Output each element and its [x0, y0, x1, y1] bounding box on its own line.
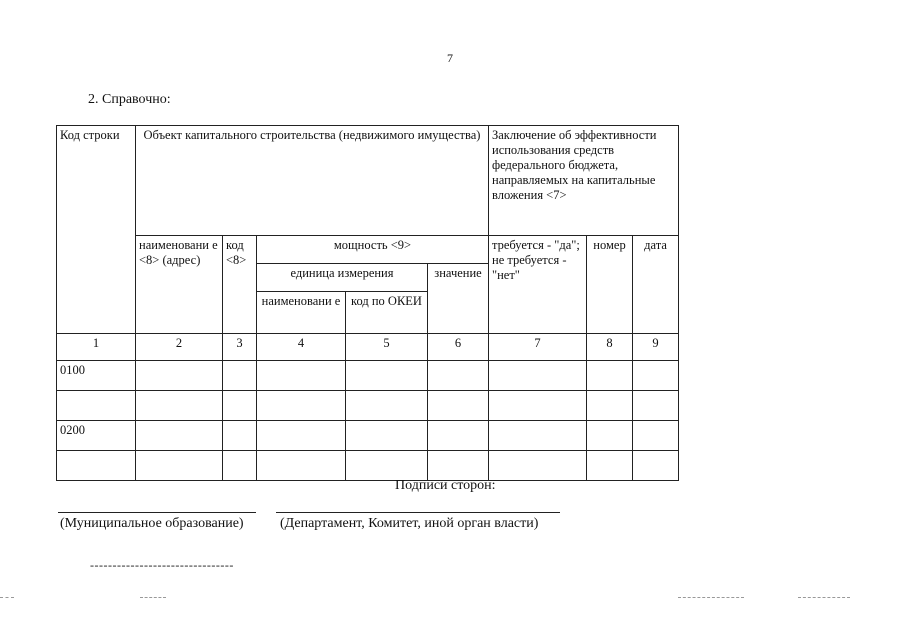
table-cell	[346, 421, 428, 451]
table-cell	[223, 421, 257, 451]
column-number: 6	[428, 334, 489, 361]
table-cell	[587, 361, 633, 391]
header-name-address: наименовани е <8> (адрес)	[136, 236, 223, 334]
header-number: номер	[587, 236, 633, 334]
table-cell	[257, 391, 346, 421]
table-cell	[428, 391, 489, 421]
column-number: 7	[489, 334, 587, 361]
column-number: 2	[136, 334, 223, 361]
signature-line-right	[276, 512, 560, 513]
table-row	[57, 451, 679, 481]
signature-line-left	[58, 512, 256, 513]
table-cell	[587, 421, 633, 451]
table-row	[57, 361, 679, 391]
scan-artifact	[140, 597, 166, 598]
table-cell	[489, 421, 587, 451]
table-cell	[223, 361, 257, 391]
table-cell	[136, 421, 223, 451]
header-code: код <8>	[223, 236, 257, 334]
header-object: Объект капитального строительства (недвижимого имущества)	[136, 126, 489, 236]
row-code	[57, 391, 136, 421]
row-code	[57, 451, 136, 481]
signature-label-municipality: (Муниципальное образование)	[60, 516, 244, 531]
table-cell	[346, 391, 428, 421]
column-number: 8	[587, 334, 633, 361]
table-cell	[257, 361, 346, 391]
footnote-separator: --------------------------------	[90, 558, 234, 572]
header-required: требуется - "да"; не требуется - "нет"	[489, 236, 587, 334]
table-cell	[633, 421, 679, 451]
scan-artifact	[678, 597, 744, 598]
column-number: 1	[57, 334, 136, 361]
column-number: 5	[346, 334, 428, 361]
column-number: 9	[633, 334, 679, 361]
header-row-code: Код строки	[57, 126, 136, 334]
table-cell	[428, 421, 489, 451]
table-row	[57, 391, 679, 421]
table-cell	[633, 361, 679, 391]
page-number: 7	[447, 51, 453, 65]
header-unit-name: наименовани е	[257, 292, 346, 334]
table-cell	[136, 391, 223, 421]
table-cell	[136, 451, 223, 481]
table-cell	[257, 421, 346, 451]
scan-artifact	[798, 597, 850, 598]
header-value: значение	[428, 264, 489, 334]
table-cell	[587, 391, 633, 421]
header-okei: код по ОКЕИ	[346, 292, 428, 334]
table-cell	[136, 361, 223, 391]
table-cell	[428, 451, 489, 481]
table-cell	[489, 391, 587, 421]
row-code: 0200	[57, 421, 136, 451]
table-cell	[257, 451, 346, 481]
table-row	[57, 421, 679, 451]
header-unit: единица измерения	[257, 264, 428, 292]
table-cell	[489, 451, 587, 481]
table-cell	[223, 451, 257, 481]
table-cell	[346, 361, 428, 391]
table-cell	[223, 391, 257, 421]
row-code: 0100	[57, 361, 136, 391]
signatures-title: Подписи сторон:	[395, 478, 496, 493]
scan-artifact	[0, 597, 14, 598]
header-capacity: мощность <9>	[257, 236, 489, 264]
section-title: 2. Справочно:	[88, 92, 171, 107]
table-cell	[633, 451, 679, 481]
header-conclusion: Заключение об эффективности использования средств федерального бюджета, направляемых на капитальные вложения <7>	[489, 126, 679, 236]
column-number: 3	[223, 334, 257, 361]
header-date: дата	[633, 236, 679, 334]
table-cell	[346, 451, 428, 481]
table-cell	[587, 451, 633, 481]
table-cell	[633, 391, 679, 421]
table-cell	[428, 361, 489, 391]
reference-table	[56, 125, 679, 481]
column-number-row	[57, 334, 679, 361]
signature-label-department: (Департамент, Комитет, иной орган власти)	[280, 516, 539, 531]
column-number: 4	[257, 334, 346, 361]
table-cell	[489, 361, 587, 391]
